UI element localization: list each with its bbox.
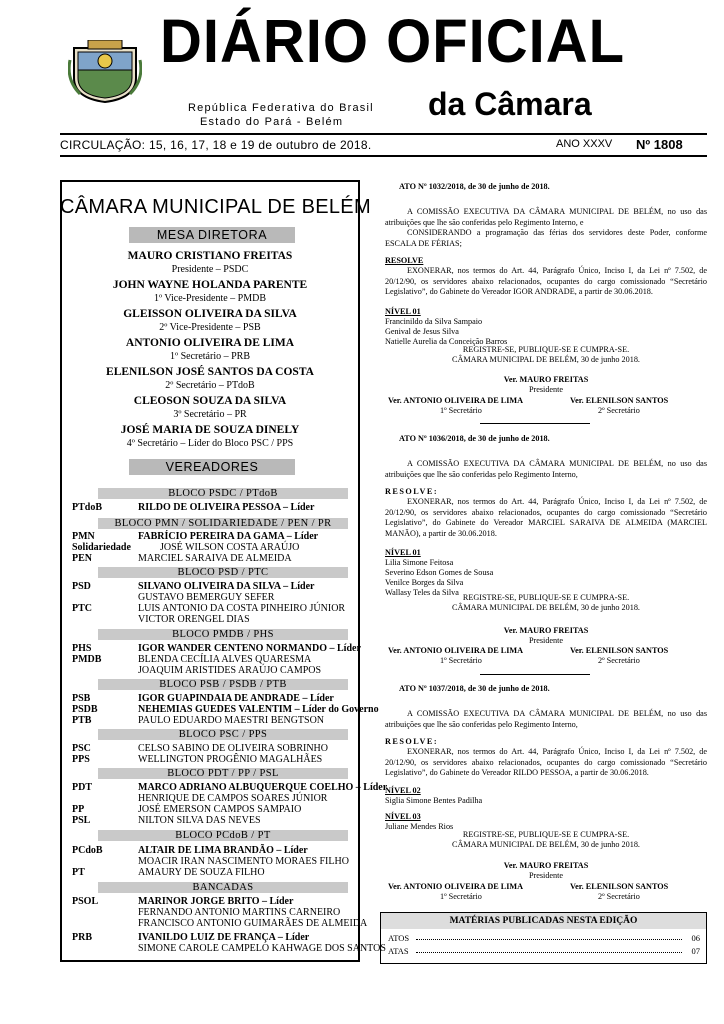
councillor-name: MARCIEL SARAIVA DE ALMEIDA — [138, 553, 292, 564]
act-intro: A COMISSÃO EXECUTIVA DA CÂMARA MUNICIPAL DE BELÉM, no uso das atribuições que lhe são conferidas pelo Regimento Interno, — [385, 459, 707, 479]
year-label: ANO XXXV — [556, 138, 613, 150]
act-heading: ATO Nº 1036/2018, de 30 de junho de 2018. — [399, 434, 550, 443]
party-code: PSL — [72, 815, 91, 826]
masthead-title: DIÁRIO OFICIAL — [160, 7, 626, 76]
party-code: PT — [72, 867, 85, 878]
board-member-name: CLEOSON SOUZA DA SILVA — [133, 395, 287, 407]
secretary1-title: 1º Secretário — [440, 406, 482, 415]
secretary2-name: Ver. ELENILSON SANTOS — [570, 396, 669, 405]
publish-clause: REGISTRE-SE, PUBLIQUE-SE E CUMPRA-SE. — [462, 345, 630, 354]
servant-name: Wallasy Teles da Silva — [385, 588, 459, 597]
party-code: PMN — [72, 531, 95, 542]
councillor-name: JOSÉ EMERSON CAMPOS SAMPAIO — [138, 804, 302, 815]
publish-clause: REGISTRE-SE, PUBLIQUE-SE E CUMPRA-SE. — [462, 593, 630, 602]
councillor-name: LUIS ANTONIO DA COSTA PINHEIRO JÚNIOR — [138, 603, 346, 614]
board-member-role: 1º Secretário – PRB — [169, 351, 251, 362]
councillor-name: NEHEMIAS GUEDES VALENTIM – Líder do Governo — [138, 704, 379, 715]
header-rule-top — [60, 133, 707, 135]
board-member-role: 3º Secretário – PR — [173, 409, 247, 420]
level-label: NÍVEL 03 — [385, 812, 421, 821]
act-intro: A COMISSÃO EXECUTIVA DA CÂMARA MUNICIPAL DE BELÉM, no uso das atribuições que lhe são conferidas pelo Regimento Interno, e CONSIDERANDO a programação das férias dos servidores deste Poder, conforme ESCALA DE FÉRIAS; — [385, 207, 707, 248]
secretary1-title: 1º Secretário — [440, 656, 482, 665]
servant-name: Lilia Simone Feitosa — [385, 558, 454, 567]
councillors-header: VEREADORES — [129, 459, 295, 475]
level-label: NÍVEL 01 — [385, 307, 421, 316]
secretary1-title: 1º Secretário — [440, 892, 482, 901]
party-code: PMDB — [72, 654, 102, 665]
party-code: PTB — [72, 715, 92, 726]
servant-name: Severino Edson Gomes de Sousa — [385, 568, 494, 577]
president-name: Ver. MAURO FREITAS — [503, 626, 589, 635]
party-code: PTC — [72, 603, 92, 614]
councillor-name: CELSO SABINO DE OLIVEIRA SOBRINHO — [138, 743, 329, 754]
contents-row[interactable] — [388, 933, 700, 943]
councillor-name: FRANCISCO ANTONIO GUIMARÃES DE ALMEIDA — [138, 918, 368, 929]
servant-name: Juliane Mendes Rios — [385, 822, 454, 831]
servant-name: Venilce Borges da Silva — [385, 578, 464, 587]
councillor-name: AMAURY DE SOUZA FILHO — [138, 867, 265, 878]
party-code: PHS — [72, 643, 92, 654]
bloc-header: BLOCO PSDC / PTdoB — [98, 488, 348, 499]
councillor-name: ALTAIR DE LIMA BRANDÃO – Líder — [138, 845, 308, 856]
councillor-name: SILVANO OLIVEIRA DA SILVA – Líder — [138, 581, 315, 592]
bloc-header: BLOCO PSD / PTC — [98, 567, 348, 578]
leader-dots — [416, 939, 682, 940]
circulation-dates: CIRCULAÇÃO: 15, 16, 17, 18 e 19 de outubro de 2018. — [60, 138, 372, 152]
board-member-role: 2º Vice-Presidente – PSB — [159, 322, 261, 333]
level-label: NÍVEL 01 — [385, 548, 421, 557]
board-member-name: JOSÉ MARIA DE SOUZA DINELY — [120, 424, 300, 436]
president-name: Ver. MAURO FREITAS — [503, 861, 589, 870]
councillor-name: IGOR GUAPINDAIA DE ANDRADE – Líder — [138, 693, 334, 704]
councillor-name: JOAQUIM ARISTIDES ARAÚJO CAMPOS — [138, 665, 322, 676]
act-body: EXONERAR, nos termos do Art. 44, Parágrafo Único, Inciso I, da Lei nº 7.502, de 20/12/90, os servidores abaixo relacionados, ocupantes do cargo comissionado “Secretário Legislativo”, do Gabinete do Vereador IGOR ANDRADE, a partir de 30.06.2018. — [385, 266, 707, 296]
party-code: PSOL — [72, 896, 99, 907]
board-member-role: 2º Secretário – PTdoB — [165, 380, 255, 391]
state-line: Estado do Pará - Belém — [200, 116, 344, 128]
councillor-name: RILDO DE OLIVEIRA PESSOA – Líder — [138, 502, 315, 513]
chamber-title: CÂMARA MUNICIPAL DE BELÉM — [60, 196, 371, 218]
councillor-name: IGOR WANDER CENTENO NORMANDO – Líder — [138, 643, 361, 654]
act-resolve: RESOLVE — [385, 256, 424, 265]
servant-name: Natielle Aurelia da Conceição Barros — [385, 337, 508, 346]
secretary1-name: Ver. ANTONIO OLIVEIRA DE LIMA — [388, 646, 524, 655]
board-header: MESA DIRETORA — [129, 227, 295, 243]
councillor-name: BLENDA CECÍLIA ALVES QUARESMA — [138, 654, 312, 665]
party-code: PEN — [72, 553, 92, 564]
party-code: PRB — [72, 932, 92, 943]
councillor-name: JOSÉ WILSON COSTA ARAÚJO — [160, 542, 300, 553]
act-body: EXONERAR, nos termos do Art. 44, Parágrafo Único, Inciso I, da Lei nº 7.502, de 20/12/90, os servidores abaixo relacionados, ocupantes do cargo comissionado “Secretário Legislativo”, do Gabinete do Vereador MARCIEL SARAIVA DE ALMEIDA (MARCIEL MANÃO), a partir de 30.06.2018. — [385, 497, 707, 538]
party-code: PDT — [72, 782, 92, 793]
place-date: CÂMARA MUNICIPAL DE BELÉM, 30 de junho 2018. — [452, 355, 640, 364]
act-heading: ATO Nº 1032/2018, de 30 de junho de 2018. — [399, 182, 550, 191]
secretary2-title: 2º Secretário — [598, 892, 640, 901]
publish-clause: REGISTRE-SE, PUBLIQUE-SE E CUMPRA-SE. — [462, 830, 630, 839]
secretary1-name: Ver. ANTONIO OLIVEIRA DE LIMA — [388, 882, 524, 891]
board-member-name: ANTONIO OLIVEIRA DE LIMA — [125, 337, 295, 349]
act-heading: ATO Nº 1037/2018, de 30 de junho de 2018. — [399, 684, 550, 693]
contents-row-page: 07 — [691, 946, 700, 956]
councillor-name: SIMONE CAROLE CAMPELO KAHWAGE DOS SANTOS — [138, 943, 386, 954]
contents-title: MATÉRIAS PUBLICADAS NESTA EDIÇÃO — [381, 913, 706, 929]
councillor-name: HENRIQUE DE CAMPOS SOARES JÚNIOR — [138, 793, 328, 804]
councillor-name: VICTOR ORENGEL DIAS — [138, 614, 250, 625]
bloc-header: BLOCO PMN / SOLIDARIEDADE / PEN / PR — [98, 518, 348, 529]
party-code: PSC — [72, 743, 91, 754]
contents-row[interactable] — [388, 946, 700, 956]
president-title: Presidente — [528, 636, 564, 645]
councillor-name: FABRÍCIO PEREIRA DA GAMA – Líder — [138, 531, 319, 542]
councillor-name: WELLINGTON PROGÊNIO MAGALHÃES — [138, 754, 323, 765]
councillor-name: MOACIR IRAN NASCIMENTO MORAES FILHO — [138, 856, 349, 867]
bloc-header: BLOCO PSC / PPS — [98, 729, 348, 740]
bloc-header: BLOCO PCdoB / PT — [98, 830, 348, 841]
secretary2-title: 2º Secretário — [598, 406, 640, 415]
party-code: Solidariedade — [72, 542, 131, 553]
councillor-name: IVANILDO LUIZ DE FRANÇA – Líder — [138, 932, 310, 943]
party-code: PSD — [72, 581, 91, 592]
party-code: PCdoB — [72, 845, 103, 856]
belem-coat-of-arms — [68, 40, 142, 104]
masthead-subtitle: da Câmara — [428, 86, 592, 122]
place-date: CÂMARA MUNICIPAL DE BELÉM, 30 de junho 2018. — [452, 840, 640, 849]
act-separator — [480, 423, 590, 424]
party-code: PSB — [72, 693, 91, 704]
secretary1-name: Ver. ANTONIO OLIVEIRA DE LIMA — [388, 396, 524, 405]
bloc-header: BANCADAS — [98, 882, 348, 893]
level-label: NÍVEL 02 — [385, 786, 421, 795]
contents-row-label: ATAS — [388, 946, 409, 956]
president-title: Presidente — [528, 871, 564, 880]
board-member-role: Presidente – PSDC — [171, 264, 249, 275]
act-intro: A COMISSÃO EXECUTIVA DA CÂMARA MUNICIPAL DE BELÉM, no uso das atribuições que lhe são conferidas pelo Regimento Interno, — [385, 709, 707, 729]
contents-row-label: ATOS — [388, 933, 410, 943]
president-title: Presidente — [528, 385, 564, 394]
secretary2-name: Ver. ELENILSON SANTOS — [570, 646, 669, 655]
contents-row-page: 06 — [691, 933, 700, 943]
issue-number: Nº 1808 — [636, 137, 683, 152]
republic-line: República Federativa do Brasil — [188, 102, 374, 114]
party-code: PSDB — [72, 704, 98, 715]
party-code: PPS — [72, 754, 90, 765]
councillor-name: GUSTAVO BEMERGUY SEFER — [138, 592, 275, 603]
board-member-name: MAURO CRISTIANO FREITAS — [127, 250, 293, 262]
councillor-name: MARCO ADRIANO ALBUQUERQUE COELHO – Líder — [138, 782, 388, 793]
place-date: CÂMARA MUNICIPAL DE BELÉM, 30 de junho 2018. — [452, 603, 640, 612]
board-member-name: GLEISSON OLIVEIRA DA SILVA — [123, 308, 297, 320]
bloc-header: BLOCO PMDB / PHS — [98, 629, 348, 640]
board-member-role: 4º Secretário – Líder do Bloco PSC / PPS — [126, 438, 294, 449]
servant-name: Francinildo da Silva Sampaio — [385, 317, 483, 326]
act-body: EXONERAR, nos termos do Art. 44, Parágrafo Único, Inciso I, da Lei nº 7.502, de 20/12/90, os servidores abaixo relacionados, ocupantes do cargo comissionado “Secretário Legislativo”, do Gabinete do Vereador RILDO PESSOA, a partir de 30.06.2018. — [385, 747, 707, 777]
party-code: PP — [72, 804, 85, 815]
councillor-name: FERNANDO ANTONIO MARTINS CARNEIRO — [138, 907, 341, 918]
party-code: PTdoB — [72, 502, 103, 513]
act-resolve: RESOLVE: — [385, 737, 439, 746]
secretary2-name: Ver. ELENILSON SANTOS — [570, 882, 669, 891]
board-member-name: JOHN WAYNE HOLANDA PARENTE — [112, 279, 308, 291]
header-rule-bottom — [60, 155, 707, 157]
councillor-name: MARINOR JORGE BRITO – Líder — [138, 896, 294, 907]
bloc-header: BLOCO PDT / PP / PSL — [98, 768, 348, 779]
leader-dots — [416, 952, 682, 953]
bloc-header: BLOCO PSB / PSDB / PTB — [98, 679, 348, 690]
board-member-name: ELENILSON JOSÉ SANTOS DA COSTA — [106, 366, 314, 378]
secretary2-title: 2º Secretário — [598, 656, 640, 665]
servant-name: Genival de Jesus Silva — [385, 327, 459, 336]
act-separator — [480, 674, 590, 675]
servant-name: Siglia Simone Bentes Padilha — [385, 796, 483, 805]
president-name: Ver. MAURO FREITAS — [503, 375, 589, 384]
councillor-name: NILTON SILVA DAS NEVES — [138, 815, 261, 826]
board-member-role: 1º Vice-Presidente – PMDB — [153, 293, 267, 304]
councillor-name: PAULO EDUARDO MAESTRI BENGTSON — [138, 715, 325, 726]
act-resolve: RESOLVE: — [385, 487, 439, 496]
